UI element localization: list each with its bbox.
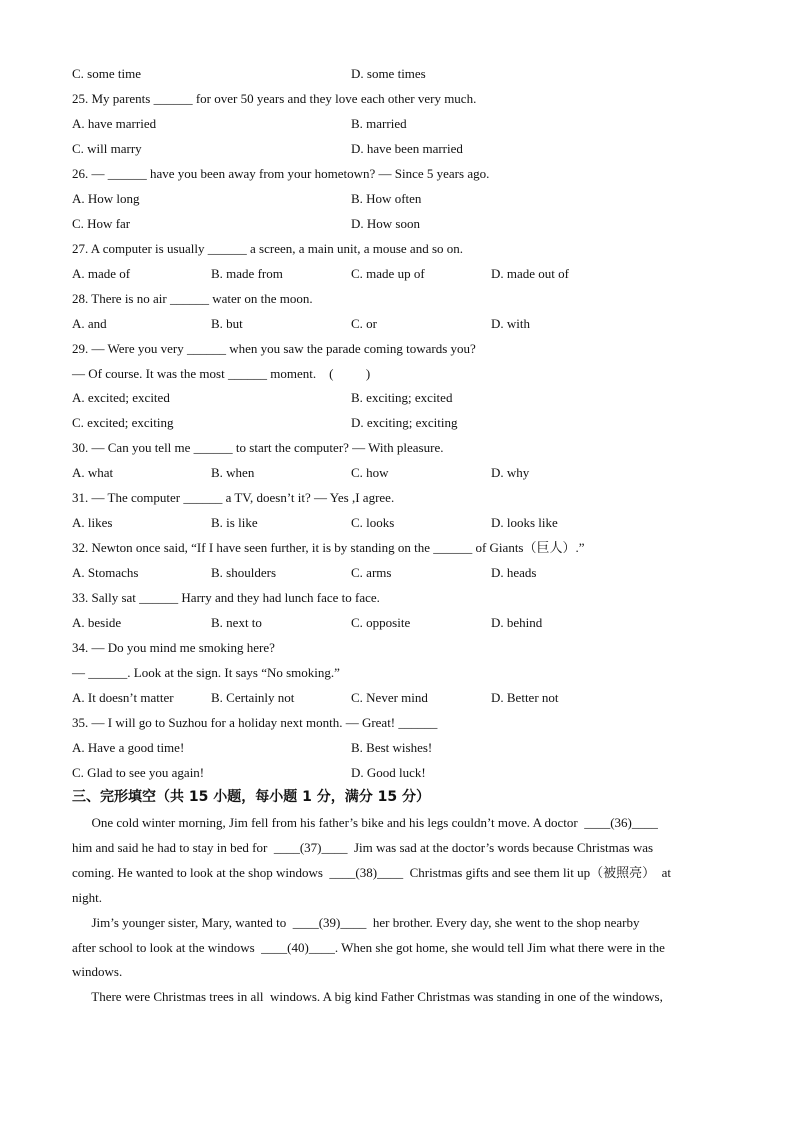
q28-option-b: B. but [211, 316, 243, 331]
q33-option-c: C. opposite [351, 615, 411, 630]
q25-option-b: B. married [351, 116, 407, 131]
q28-option-a: A. and [72, 316, 107, 331]
q25-option-d: D. have been married [351, 141, 463, 156]
cloze-line-2: him and said he had to stay in bed for ____(37)____ Jim was sad at the doctor’s words because Christmas was [72, 840, 654, 855]
q27-option-b: B. made from [211, 266, 283, 281]
q35-option-d: D. Good luck! [351, 765, 426, 780]
q29-option-a: A. excited; excited [72, 390, 170, 405]
q27-option-c: C. made up of [351, 266, 425, 281]
q30-option-c: C. how [351, 465, 389, 480]
q35-option-a: A. Have a good time! [72, 740, 185, 755]
q31-option-d: D. looks like [491, 515, 558, 530]
cloze-line-1: One cold winter morning, Jim fell from his father’s bike and his legs couldn’t move. A doctor ____(36)____ [72, 815, 658, 830]
q34-option-c: C. Never mind [351, 690, 428, 705]
q33-option-a: A. beside [72, 615, 122, 630]
q33-option-d: D. behind [491, 615, 543, 630]
q31-stem: 31. — The computer ______ a TV, doesn’t it? — Yes ,I agree. [72, 490, 395, 505]
cloze-line-5: Jim’s younger sister, Mary, wanted to ____(39)____ her brother. Every day, she went to the shop nearby [72, 915, 640, 930]
q27-stem: 27. A computer is usually ______ a screen, a main unit, a mouse and so on. [72, 241, 464, 256]
q25-stem: 25. My parents ______ for over 50 years and they love each other very much. [72, 91, 477, 106]
q31-option-a: A. likes [72, 515, 113, 530]
q32-option-b: B. shoulders [211, 565, 276, 580]
q25-option-a: A. have married [72, 116, 157, 131]
q29-option-c: C. excited; exciting [72, 415, 174, 430]
cloze-line-7: windows. [72, 964, 123, 979]
q31-option-b: B. is like [211, 515, 258, 530]
q35-option-c: C. Glad to see you again! [72, 765, 205, 780]
q27-option-d: D. made out of [491, 266, 569, 281]
q30-stem: 30. — Can you tell me ______ to start the computer? — With pleasure. [72, 440, 444, 455]
q26-option-d: D. How soon [351, 216, 420, 231]
q29-option-b: B. exciting; excited [351, 390, 453, 405]
q34-stem-reply: — ______. Look at the sign. It says “No smoking.” [72, 665, 340, 680]
q35-option-b: B. Best wishes! [351, 740, 433, 755]
q35-stem: 35. — I will go to Suzhou for a holiday next month. — Great! ______ [72, 715, 438, 730]
q33-stem: 33. Sally sat ______ Harry and they had lunch face to face. [72, 590, 380, 605]
q26-option-a: A. How long [72, 191, 140, 206]
q25-option-c: C. will marry [72, 141, 142, 156]
q33-option-b: B. next to [211, 615, 262, 630]
q29-stem-reply: — Of course. It was the most ______ moment. ( ) [72, 366, 371, 381]
q30-option-a: A. what [72, 465, 114, 480]
cloze-line-3: coming. He wanted to look at the shop windows ____(38)____ Christmas gifts and see them lit up（被照亮） at [72, 865, 672, 880]
q30-option-d: D. why [491, 465, 530, 480]
q28-stem: 28. There is no air ______ water on the moon. [72, 291, 313, 306]
q34-option-b: B. Certainly not [211, 690, 295, 705]
section-title-cloze: 三、完形填空（共 15 小题，每小题 1 分，满分 15 分） [72, 789, 430, 805]
q34-option-a: A. It doesn’t matter [72, 690, 174, 705]
q34-option-d: D. Better not [491, 690, 559, 705]
q32-option-c: C. arms [351, 565, 392, 580]
q24-option-c: C. some time [72, 66, 141, 81]
q26-option-b: B. How often [351, 191, 422, 206]
cloze-line-4: night. [72, 890, 102, 905]
q26-option-c: C. How far [72, 216, 131, 231]
q27-option-a: A. made of [72, 266, 131, 281]
q34-stem: 34. — Do you mind me smoking here? [72, 640, 275, 655]
q24-option-d: D. some times [351, 66, 426, 81]
q32-option-d: D. heads [491, 565, 537, 580]
q29-option-d: D. exciting; exciting [351, 415, 458, 430]
q32-stem: 32. Newton once said, “If I have seen further, it is by standing on the ______ of Giants（巨人）.” [72, 540, 585, 555]
q30-option-b: B. when [211, 465, 255, 480]
q28-option-d: D. with [491, 316, 530, 331]
cloze-line-8: There were Christmas trees in all windows. A big kind Father Christmas was standing in one of the windows, [72, 989, 663, 1004]
q29-stem: 29. — Were you very ______ when you saw the parade coming towards you? [72, 341, 476, 356]
q28-option-c: C. or [351, 316, 377, 331]
q26-stem: 26. — ______ have you been away from your hometown? — Since 5 years ago. [72, 166, 490, 181]
q31-option-c: C. looks [351, 515, 395, 530]
q32-option-a: A. Stomachs [72, 565, 139, 580]
cloze-line-6: after school to look at the windows ____(40)____. When she got home, she would tell Jim what there were in the [72, 940, 665, 955]
